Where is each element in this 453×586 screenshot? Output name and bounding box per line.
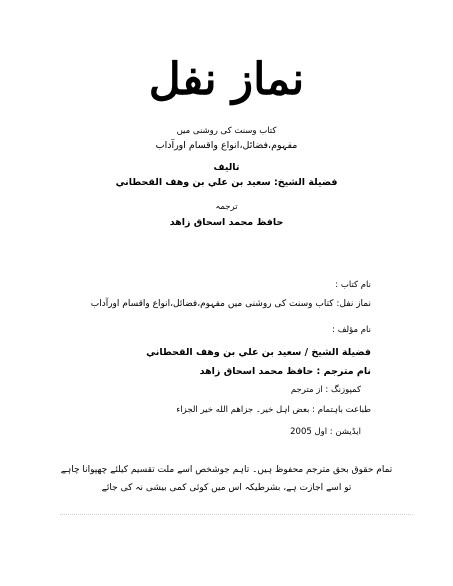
- translation-label: ترجمہ: [215, 202, 238, 212]
- book-name-label: نام کتاب :: [335, 280, 371, 290]
- translator-name: حافظ محمد اسحاق زاهد: [169, 217, 284, 228]
- author-value: فضيلة الشيخ / سعيد بن علي بن وهف القحطاني: [146, 347, 371, 358]
- copyright-line-2: تو اسے اجازت ہے، بشرطیکہ اس میں کوئی کمی بیشی نہ کی جائے: [101, 483, 352, 493]
- composing-detail: کمپوزنگ : از مترجم: [290, 385, 361, 395]
- footer-divider: [60, 514, 413, 515]
- book-name-value: نماز نفل: کتاب وسنت کی روشنی میں مفہوم،فضائل،انواع واقسام اورآداب: [90, 299, 371, 309]
- copyright-line-1: تمام حقوق بحق مترجم محفوظ ہیں۔ تاہم جوشخص اسے ملت تقسیم کیلئے چھپوانا چاہے: [60, 465, 393, 475]
- authorship-label: تالیف: [213, 162, 240, 173]
- translator-detail: نام مترجم : حافظ محمد اسحاق زاهد: [199, 366, 371, 377]
- edition-detail: ایڈیشن : اول 2005: [290, 427, 361, 437]
- book-title: نماز نفل: [148, 54, 305, 105]
- book-subtitle-line-2: مفہوم،فضائل،انواع واقسام اورآداب: [155, 140, 298, 151]
- book-subtitle-line-1: کتاب وسنت کی روشنی میں: [176, 126, 277, 136]
- author-name: فضيلة الشيخ: سعيد بن علي بن وهف القحطاني: [115, 177, 338, 188]
- printing-detail: طباعت باہتمام : بعض اہل خیر۔ جزاهم الله خير الجزاء: [176, 405, 371, 415]
- author-label: نام مؤلف :: [332, 325, 371, 335]
